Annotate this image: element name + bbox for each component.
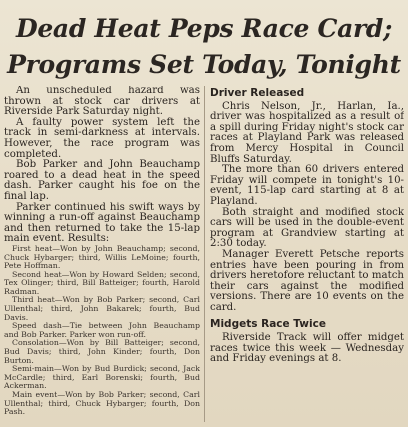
race-result: First heat—Won by John Beauchamp; second, Chuck Hybarger; third, Willis LeMoine; fourth, Pete Hoffman. — [4, 243, 200, 271]
race-result: Speed dash—Tie between John Beauchamp and Bob Parker. Parker won run-off. — [4, 321, 200, 339]
article-paragraph: An unscheduled hazard was thrown at stock car drivers at Riverside Park Saturday night. — [4, 86, 200, 118]
article-paragraph: Bob Parker and John Beauchamp roared to a dead heat in the speed dash. Parker caught his foe on the final lap. — [4, 159, 200, 202]
article-paragraph: Riverside Track will offer midget races twice this week — Wednesday and Friday evenings at 8. — [210, 332, 404, 365]
left-column — [4, 86, 200, 424]
column-divider — [204, 86, 205, 422]
article-paragraph: Both straight and modified stock cars will be used in the double-event program at Grandview starting at 2:30 today. — [210, 206, 404, 250]
article-paragraph: The more than 60 drivers entered Friday will compete in tonight's 10-event, 115-lap card starting at 8 at Playland. — [210, 164, 404, 207]
race-result: Main event—Won by Bob Parker; second, Carl Ullenthal; third, Chuck Hybarger; fourth, Don Pash. — [4, 390, 200, 417]
headline-line-2: Programs Set Today, Tonight — [7, 50, 401, 79]
race-result: Semi-main—Won by Bud Burdick; second, Jack McCardle; third, Earl Borenski; fourth, Bud Ackerman. — [4, 364, 200, 391]
article-paragraph: Parker continued his swift ways by winning a run-off against Beauchamp and then returned to take the 15-lap main event. Results: — [4, 201, 200, 245]
subhead-midgets-race-twice: Midgets Race Twice — [210, 318, 326, 331]
subhead-driver-released: Driver Released — [210, 87, 305, 99]
race-result: Consolation—Won by Bill Batteiger; second, Bud Davis; third, John Kinder; fourth, Don Burton. — [4, 338, 200, 365]
article-paragraph: Manager Everett Petsche reports entries have been pouring in from drivers heretofore reluctant to match their cars against the modified versions. There are 10 events on the card. — [210, 248, 404, 313]
article-paragraph: A faulty power system left the track in semi-darkness at intervals. However, the race program was completed. — [4, 116, 200, 160]
right-column — [210, 86, 404, 424]
headline-line-1: Dead Heat Peps Race Card; — [15, 14, 393, 43]
article-paragraph: Chris Nelson, Jr., Harlan, Ia., driver was hospitalized as a result of a spill during Friday night's stock car races at Playland Park was released from Mercy Hospital in Council Bluffs Saturday. — [210, 100, 404, 165]
race-result: Second heat—Won by Howard Selden; second, Tex Olinger; third, Bill Batteiger; fourth, Harold Radman. — [4, 269, 200, 296]
race-result: Third heat—Won by Bob Parker; second, Carl Ullenthal; third, John Bakarek; fourth, Bud Davis. — [4, 295, 200, 322]
